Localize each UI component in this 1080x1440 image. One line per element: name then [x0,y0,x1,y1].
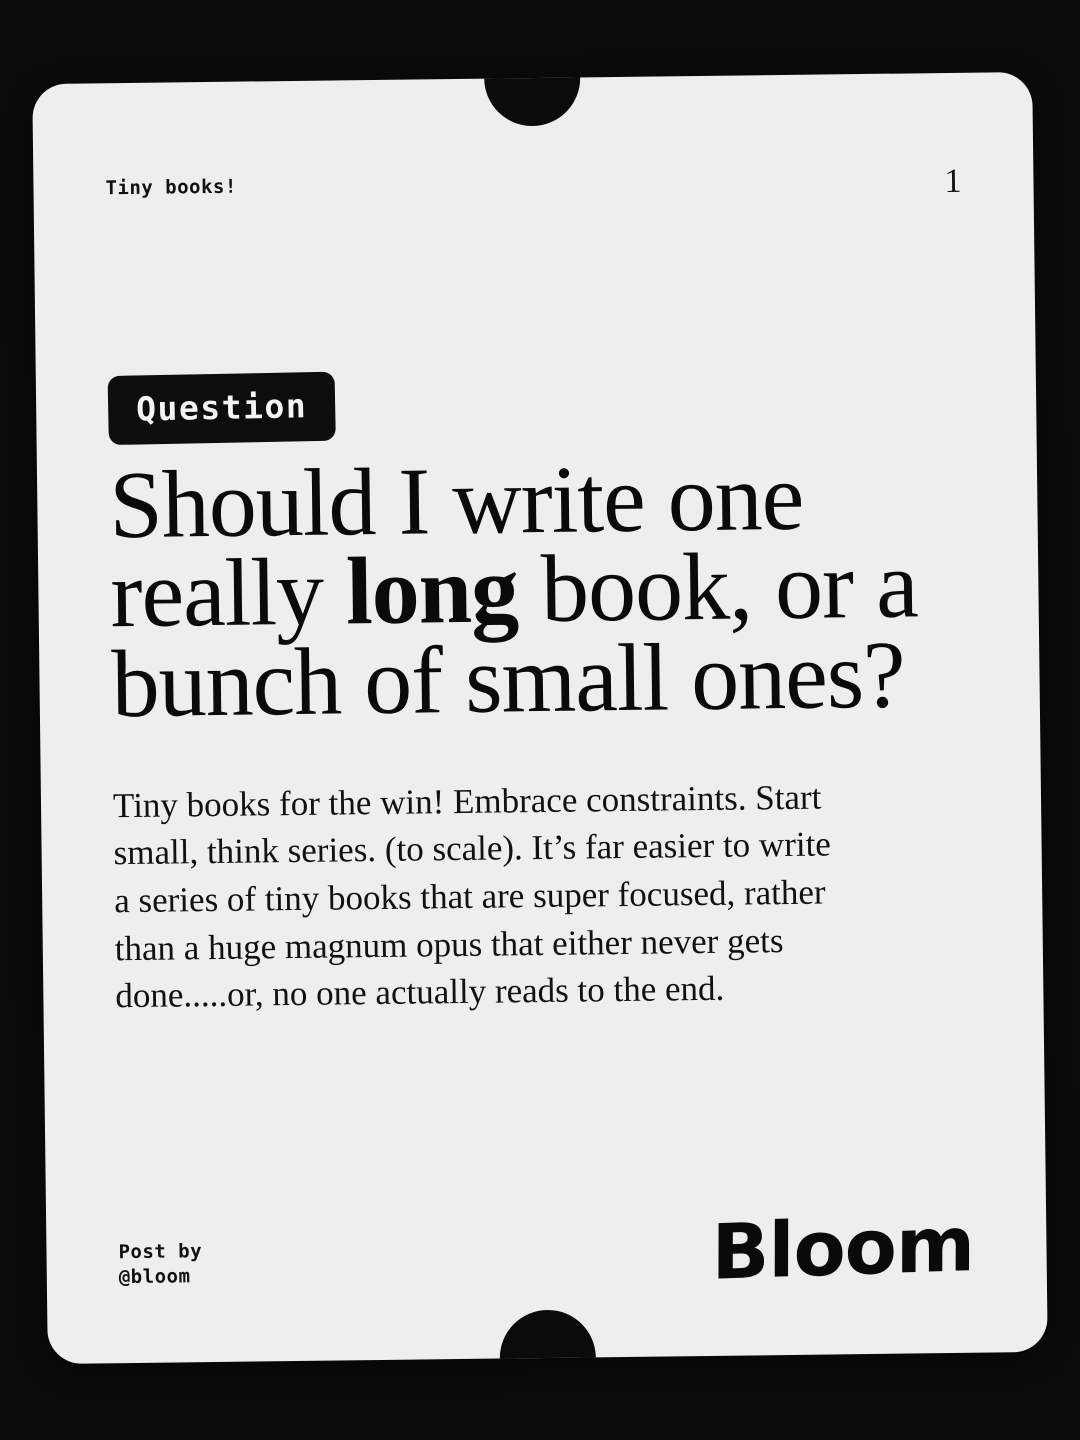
byline-label: Post by [118,1239,203,1263]
brand-wordmark: Bloom [711,1198,975,1297]
headline-emphasis: long [345,535,519,645]
quote-card [32,72,1048,1364]
byline-handle: @bloom [118,1265,191,1289]
headline-part-1: Should I write one really [108,442,804,648]
card-header [105,162,962,209]
body-text: Tiny books for the win! Embrace constraints. Start small, think series. (to scale). It’s far easier to write a series of tiny books that are super focused, rather than a huge magnum opus that either never gets done.....or, no one actually reads to the end. [112,777,832,1016]
card-content [32,72,1048,1364]
page-number: 1 [944,162,962,201]
card-kicker: Tiny books! [105,175,237,200]
page-title [108,442,968,737]
headline-part-2: book, or a bunch of small ones? [110,530,919,737]
card-footer [118,1198,975,1297]
byline [118,1239,202,1291]
status-badge: Question [108,372,336,445]
